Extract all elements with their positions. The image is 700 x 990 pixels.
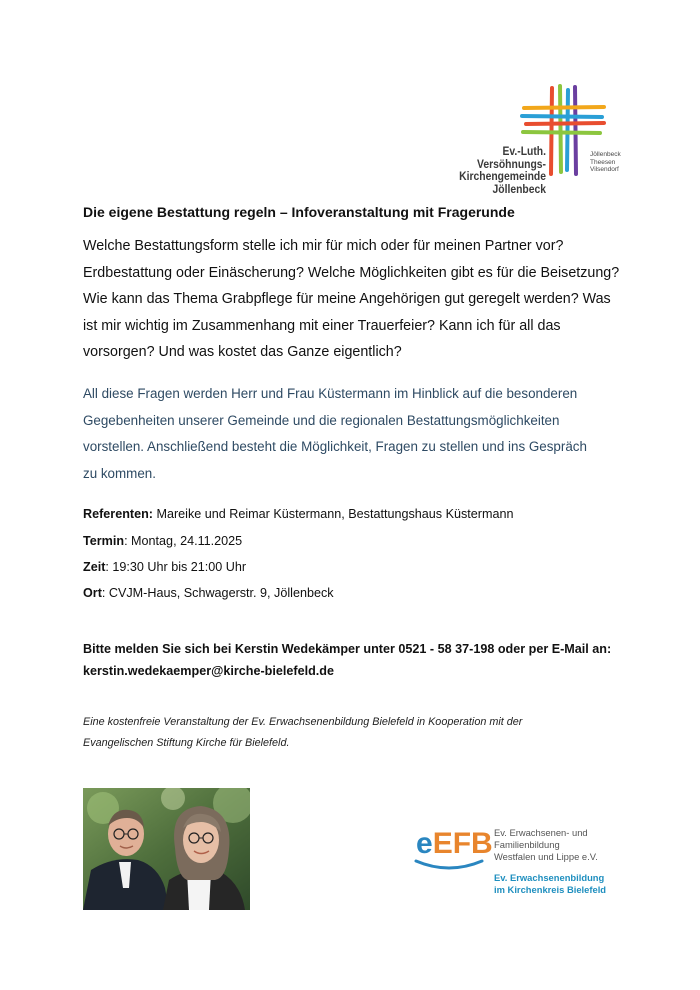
eefb-org-line: Ev. Erwachsenen- und: [494, 827, 588, 838]
eefb-logo: [404, 815, 616, 910]
footer-line: Eine kostenfreie Veranstaltung der Ev. Erwachsenenbildung Bielefeld in Kooperation mit der: [83, 716, 523, 728]
time-label: Zeit: [83, 560, 106, 574]
event-title: Die eigene Bestattung regeln – Infoveranstaltung mit Fragerunde: [83, 204, 515, 220]
church-name-line: Ev.-Luth.: [502, 146, 546, 158]
eefb-swoosh-icon: [414, 859, 484, 873]
footer-line: Evangelischen Stiftung Kirche für Bielefeld.: [83, 737, 290, 749]
footer-note: [83, 712, 653, 754]
intro-line: Wie kann das Thema Grabpflege für meine Angehörigen gut geregelt werden? Was: [83, 291, 611, 307]
eefb-wordmark: [416, 827, 493, 861]
place-label: Ort: [83, 586, 102, 600]
date-value: : Montag, 24.11.2025: [124, 534, 243, 548]
eefb-local-name: [494, 872, 606, 896]
eefb-org-line: Westfalen und Lippe e.V.: [494, 851, 598, 862]
date-row: [83, 534, 643, 548]
church-name-line: Jöllenbeck: [492, 183, 546, 196]
eefb-org-name: [494, 827, 598, 863]
description-paragraph: [83, 381, 643, 487]
description-line: All diese Fragen werden Herr und Frau Küstermann im Hinblick auf die besonderen: [83, 386, 578, 401]
contact-info: [83, 638, 653, 682]
place-name: Theesen: [590, 158, 616, 166]
date-label: Termin: [83, 534, 125, 548]
speakers-label: Referenten:: [83, 507, 153, 521]
intro-paragraph: [83, 233, 643, 366]
place-row: [83, 586, 643, 600]
time-value: : 19:30 Uhr bis 21:00 Uhr: [105, 560, 247, 574]
speakers-value: Mareike und Reimar Küstermann, Bestattungshaus Küstermann: [152, 507, 514, 521]
intro-line: vorsorgen? Und was kostet das Ganze eigentlich?: [83, 344, 402, 360]
eefb-letter-e: e: [416, 827, 433, 860]
church-places: [590, 151, 621, 174]
eefb-local-line: im Kirchenkreis Bielefeld: [494, 884, 607, 895]
contact-email[interactable]: kerstin.wedekaemper@kirche-bielefeld.de: [83, 664, 334, 678]
intro-line: Welche Bestattungsform stelle ich mir für mich oder für meinen Partner vor?: [83, 238, 564, 254]
eefb-letters-efb: EFB: [432, 827, 493, 860]
contact-line: Bitte melden Sie sich bei Kerstin Wedekämper unter 0521 - 58 37-198 oder per E-Mail an:: [83, 642, 612, 656]
place-value: : CVJM-Haus, Schwagerstr. 9, Jöllenbeck: [101, 586, 334, 600]
speakers-row: [83, 507, 643, 521]
eefb-local-line: Ev. Erwachsenenbildung: [494, 872, 605, 883]
intro-line: Erdbestattung oder Einäscherung? Welche Möglichkeiten gibt es für die Beisetzung?: [83, 264, 620, 281]
description-line: vorstellen. Anschließend besteht die Möglichkeit, Fragen zu stellen und ins Gespräch: [83, 439, 587, 454]
speakers-photo: [83, 788, 250, 910]
place-name: Jöllenbeck: [590, 151, 621, 158]
intro-line: ist mir wichtig im Zusammenhang mit einer Trauerfeier? Kann ich für all das: [83, 317, 561, 334]
church-name-line: Versöhnungs-Kirchengemeinde: [459, 158, 546, 183]
description-line: zu kommen.: [83, 465, 156, 481]
description-line: Gegebenheiten unserer Gemeinde und die regionalen Bestattungsmöglichkeiten: [83, 412, 560, 428]
time-row: [83, 560, 643, 574]
place-name: Vilsendorf: [590, 166, 619, 173]
eefb-org-line: Familienbildung: [494, 839, 560, 850]
church-name: [415, 146, 546, 196]
